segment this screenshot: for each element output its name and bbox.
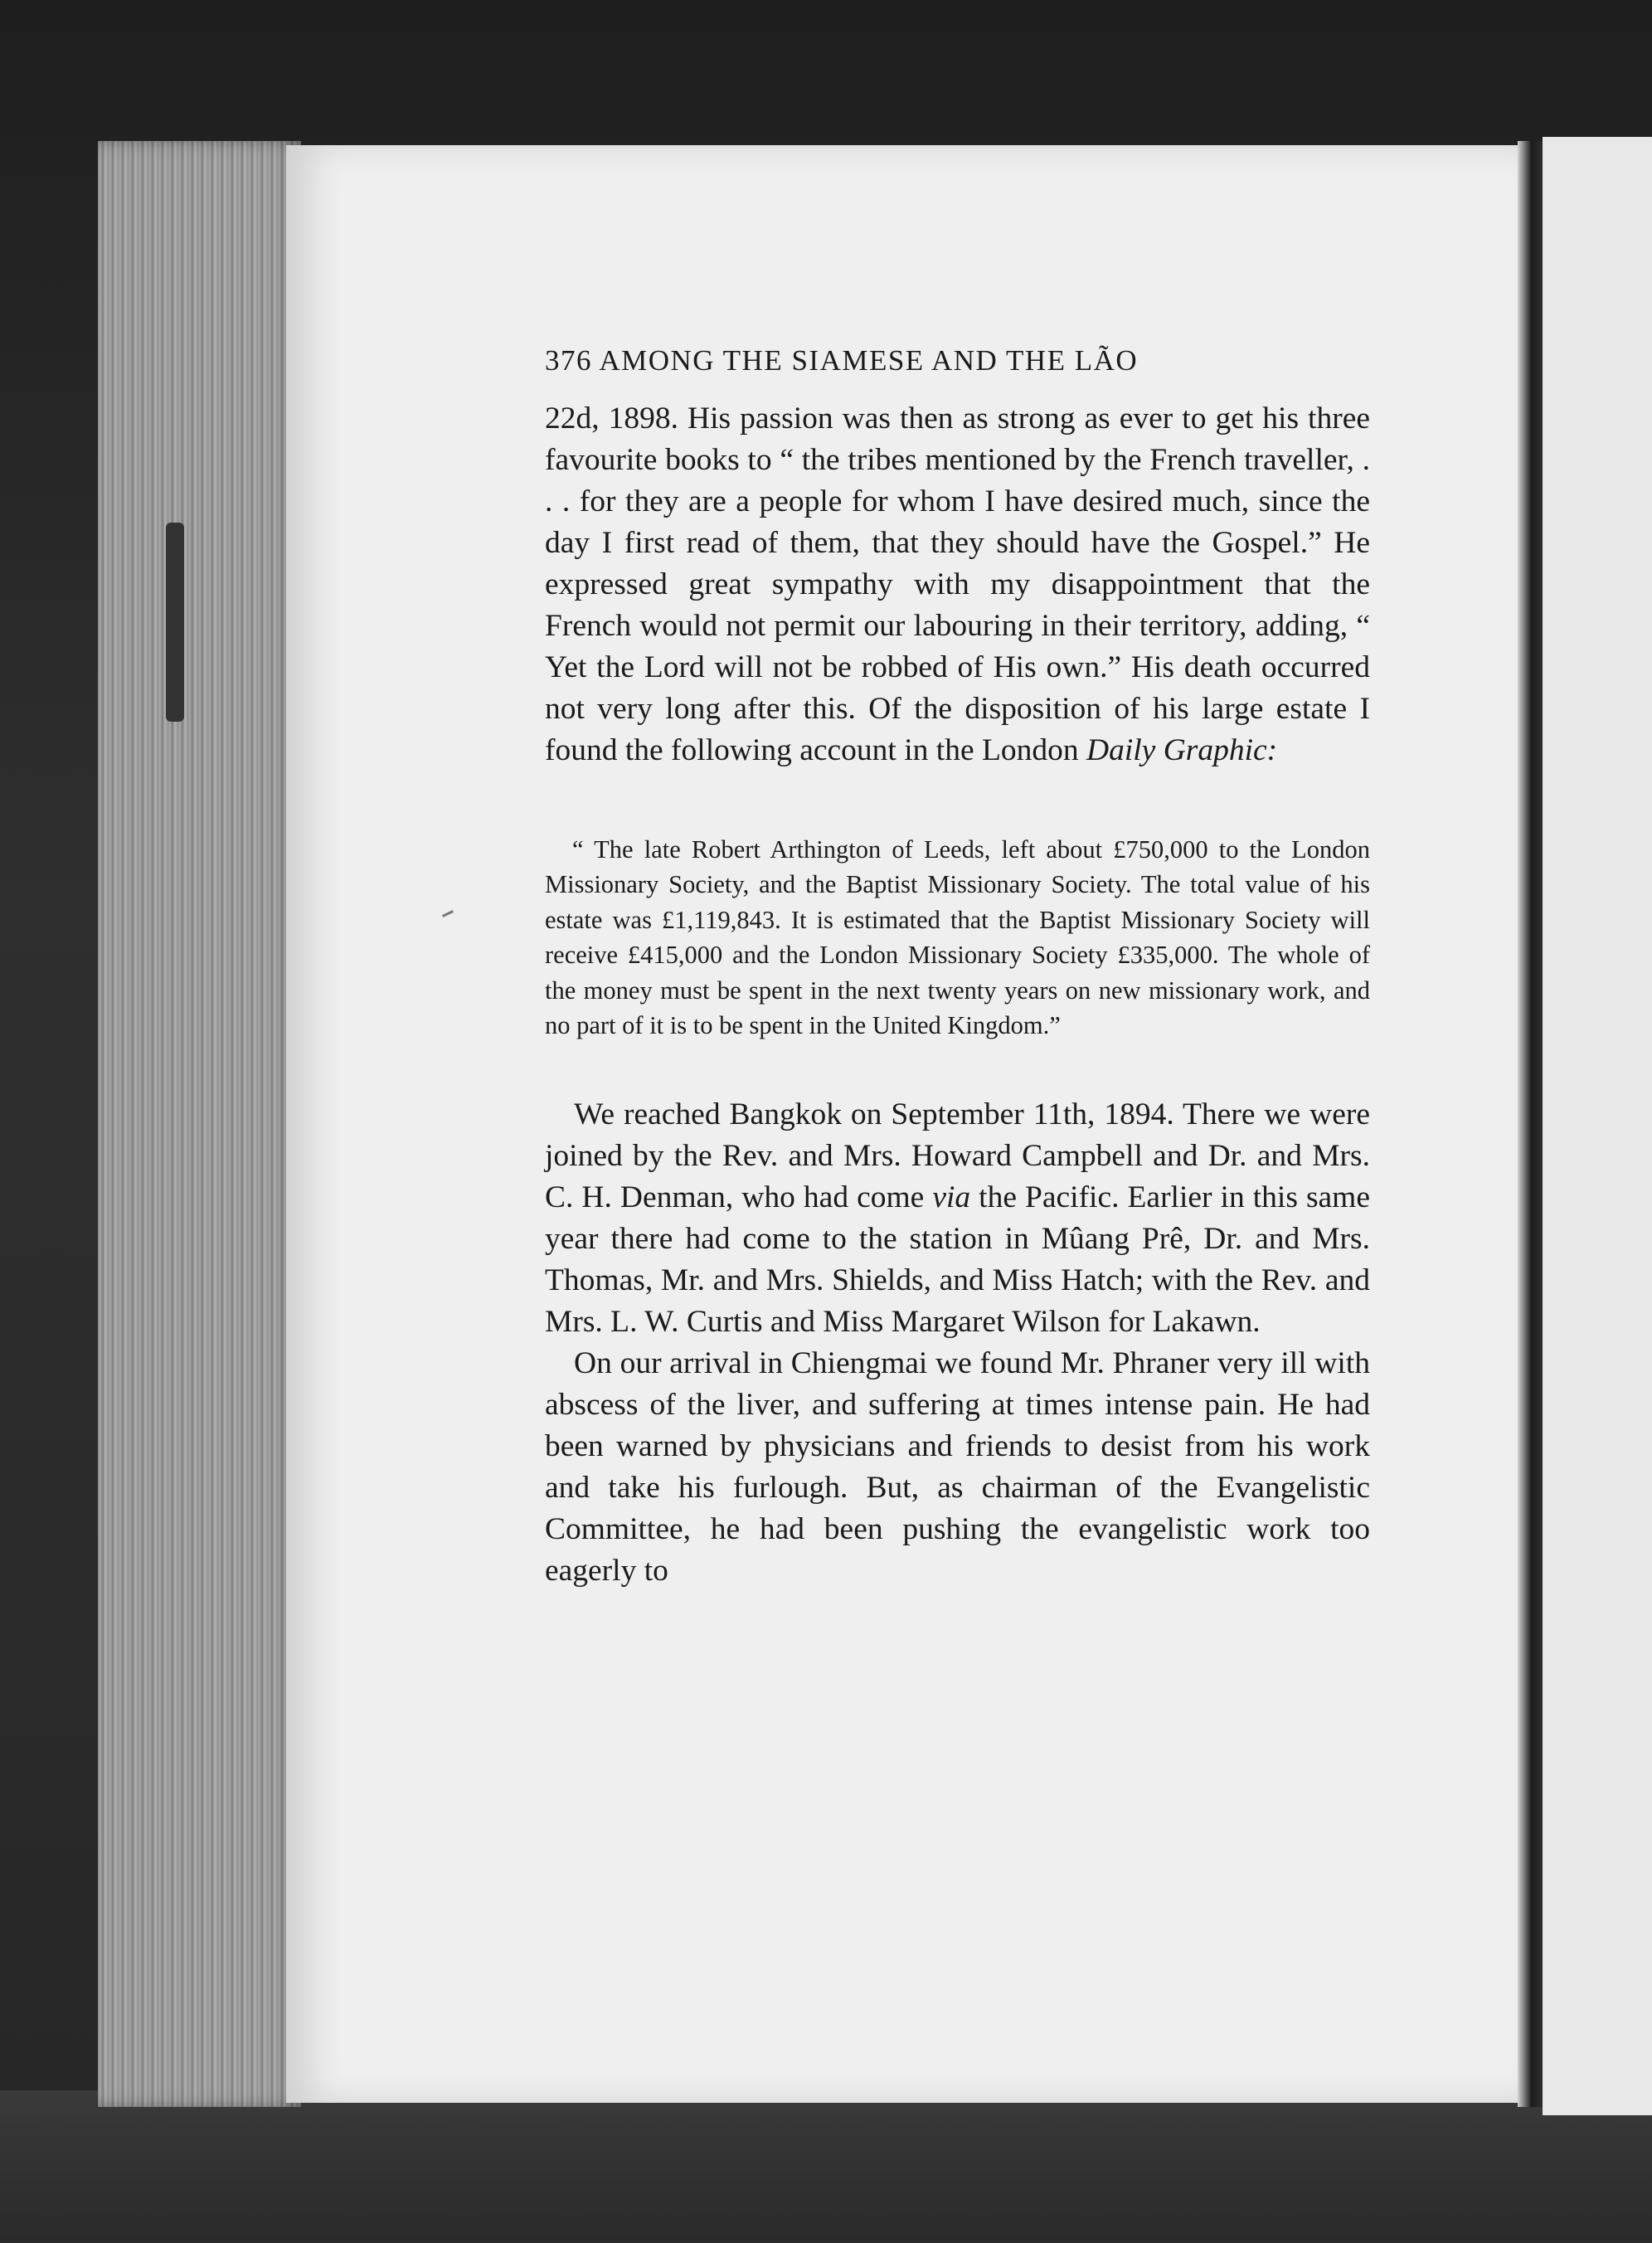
newspaper-title: Daily Graphic: bbox=[1086, 733, 1278, 767]
paragraph-2-italic: via bbox=[932, 1180, 971, 1215]
page-text bbox=[545, 340, 1370, 1592]
paragraph-3: On our arrival in Chiengmai we found Mr. Phraner very ill with abscess of the liver, and suffering at times intense pain. He had been warned by physicians and friends to desist from his work and take his furlough. But, as chairman of the Evangelistic Committee, he had been pushing the evangelistic work too eagerly to bbox=[545, 1346, 1370, 1589]
page-edges bbox=[98, 141, 301, 2107]
paragraph-1 bbox=[545, 398, 1370, 771]
paragraph-2 bbox=[545, 1094, 1370, 1343]
paragraph-1-text: 22d, 1898. His passion was then as strong as ever to get his three favourite books to “ the tribes mentioned by the French traveller, . . . for they are a people for whom I have desired much, since the day I first read of them, that they should have the Gospel.” He expressed great sympathy with my disappointment that the French would not permit our labouring in their territory, adding, “ Yet the Lord will not be robbed of His own.” His death occurred not very long after this. Of the disposition of his large estate I found the following account in the London bbox=[545, 401, 1370, 767]
facing-page bbox=[1543, 137, 1652, 2115]
book-gutter bbox=[1518, 141, 1543, 2107]
bookmark-ribbon bbox=[166, 523, 184, 722]
block-quotation: “ The late Robert Arthington of Leeds, left about £750,000 to the London Missionary Society, and the Baptist Missionary Society. The total value of his estate was £1,119,843. It is estimated that the Baptist Missionary Society will receive £415,000 and the London Missionary Society £335,000. The whole of the money must be spent in the next twenty years on new missionary work, and no part of it is to be spent in the United Kingdom.” bbox=[545, 835, 1370, 1040]
running-head: 376 AMONG THE SIAMESE AND THE LÃO bbox=[545, 344, 1139, 377]
paragraph-2-text-b: the Pacific. Earlier in this same year there had come to the station in Mûang Prê, Dr. and Mrs. Thomas, Mr. and Mrs. Shields, and Miss Hatch; with the Rev. and Mrs. L. W. Curtis and Miss Margaret Wilson for Lakawn. bbox=[545, 1180, 1370, 1340]
paragraph-2-text-a: We reached Bangkok on September 11th, 1894. There we were joined by the Rev. and Mrs. Howard Campbell and Dr. and Mrs. C. H. Denman, who had come bbox=[545, 1097, 1370, 1215]
table-surface bbox=[0, 2090, 1652, 2243]
